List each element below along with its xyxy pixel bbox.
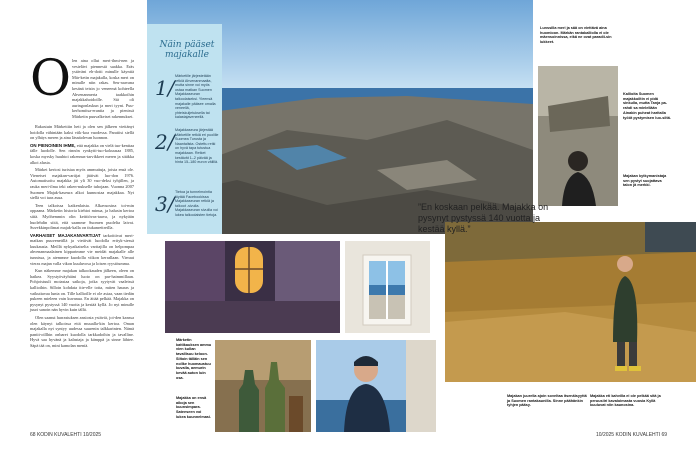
- photo-window-sea: [345, 241, 430, 333]
- drop-cap: O: [30, 49, 71, 107]
- article-column-1b: [30, 124, 134, 351]
- caption-right-1: Kallioita Suomen majakkoiltin ei pidä sinkulla, mutta Tanja pa-rahdi sa mielellään Ainakin puheat haritalla työöt pystymisen luo-siltä.: [623, 92, 671, 120]
- sidebar-title: Näin pääset majakalle: [159, 40, 215, 60]
- sidebar-number-3: 3/: [155, 192, 175, 216]
- subheading-1: ON PIENOINEN IHME,: [30, 142, 76, 148]
- paragraph-2: Rakastuin Märkettiin heti ja olen sen jälkeen viettänyt hoidolla vähintään kaksi viik-koa vuodessa. Paratiisi siellä on ylhäys meren ja aina läsnäolevan luonnon.: [30, 124, 134, 141]
- paragraph-4: Märket keriosi turistaa myös ammuttuja, joista ensä ole. Vienetset majakan-vartijat jättivät luo-don 1976. Automatisoitu majakka jäi yli 30 vuo-deksi tyhjillen, ja rauka meri-ilma teki raken-nukselle tuhojaan. Vuonna 2007 Suomen Majak-kaseura alkoi kunnostaa majakkaa. Nyt siellä voi taas asua.: [30, 167, 134, 201]
- caption-bottom-left: Märketin kattikauksen ammu vien kullan tavallisuu keloon. Siltoin tälläin sen nollke huomaustuu kuvalla, aemurin kevää auton luin osa.: [176, 338, 212, 380]
- sidebar-item-1: Märketille järjestetään retkiä Ahvenanmaalta, mutta sinne voi myös ostaa matkan Suomen Majakkaseuran talkoolaiseksi. Yleensä majakalle pääsee omalla veneellä, yhteiskuljetuksella tai kalastajaveneellä.: [175, 74, 216, 120]
- pull-quote: ”En koskaan pelkää. Majakka on pysynyt pystyssä 140 vuotta ja kestää kyllä.”: [418, 202, 549, 234]
- paragraph-5: Teen talkoissa kaikenlaista. Alkavuosina toi-min oppaana. Märketin historia kiehtoi minua, ja halusin kertoa siitä. Myöhemmin olin keittiövas-taava, ja nykyään huolehdin siitä, että saamme Suomen puolelta laivat. Suvekkinpolimat majak-kalla on tiukanreitreilla.: [30, 202, 134, 231]
- article-column-1: [30, 49, 134, 122]
- photo-man-at-lighthouse: [316, 340, 436, 432]
- sidebar-item-3: Tietoa ja tunnelmointia löytää Facebookissa Majakkaseuran retkiä ja talkoot -sivulla. Majakkaseuran sivuilla voi lukea talkoolaisten tietoja.: [175, 190, 218, 217]
- photo-window-light: [165, 241, 340, 333]
- photo-woman-on-rocks: [445, 222, 696, 382]
- caption-top-right: Lunssilla meri ja sää on viettävä aina huomioon. Märkän rantakalliolla ei ole mäensoinnissa, eikä ne ovat paradii-sin lukkeet.: [540, 26, 612, 45]
- subheading-2: VARHAISET MAJAKANVARTIJAT: [30, 232, 101, 238]
- caption-bottom-mid: Majakka on ensä aikoja sen kuunsimpara. Sateeseen voi lukea kuunnelmasi.: [176, 396, 212, 419]
- photo-old-bottles: [215, 340, 311, 432]
- paragraph-7: Kun näkemme majakan talkookauden jälkeen, oleen on haikea. Syystyöväyhtäni luoto on par-haimmillaan. Pohjoistuuli moiastaa saikoja, jotka syytyvät vaaleissä kallioihin. Silloin kohdata itte-elle totta, miten hauras ja vaikuttavaa lunta on. Tille kallioille ei ole asiaa, vaan tiedän pukeen mieleen vain kuvanua. En äitää pelkää. Majakka on pysynyt pystyssä 140 vuotta ja kestää kyllä. Jo nyt minulle juuri sanoin nän hyvin kuin tällä.: [30, 268, 134, 313]
- photo-ruins-stones: [538, 66, 618, 206]
- paragraph-3: että majakka on vielä tuo-kenttaa tälle luodolle. Sen rinnön rynkytti-tuo-kokuusaa 1885, koska myrsky huuhtoi rakennus-tarvikkeet meren ja sitäkka alkoi alusta.: [30, 142, 135, 165]
- paragraph-8: Olen saanut harrastuksen ansiosta ystäviä, joi-den kanssa olen käynyt talkoissa että muualla-kin kertoa. Oman majakalla nyt syntyy uudessa suurenin talkkarinten. Nämä pantit-oillhin onbaret kuodolla tarkkadoihin ja tavalline. Hyvä saa hyvänä ja kalastaja ja kämppä ja sinne lähtee. Säpä tää on, mini kamolan meniä.: [30, 315, 134, 348]
- intro-paragraph: len aina ollut meri-ihmi-nen ja vesielävi piennestä saakka. Eräs ystäväni eh-dotti minulle käyntiä Mär-ketin majakalla, koska meri on minulle niin rakas. Seu-raavana kesänä teisin jo veneemä kohteella Ahvenanmerta taakkoihin majakkahoidoille. Siä oli auringonlaskun ja meri tyyni. Puu-kerhomitsa-erantia ja pienissä Märketin puuvalkeiset rakennukset.: [72, 58, 134, 119]
- caption-bottom-right-1: Majakan juurella ajoin soveltaa itsenäisyyttä ja Suomen rantakaunilla. Sinne päähänkin tyhjen pääsy.: [507, 394, 587, 408]
- left-footer: 68 KODIN KUVALEHTI 10/2025: [30, 432, 102, 438]
- caption-bottom-right-2: Majakka eti kahvilla ei ole pelkää sitä ja peruusiiri kavaloimasta vuosia Kyllä kuuluvat niin kaunosina.: [590, 394, 661, 408]
- right-footer: 10/2025 KODIN KUVALEHTI 69: [596, 432, 668, 438]
- caption-right-2: Majakan kytkymanistaja sen pystyt suojattava talon jä merkki.: [623, 174, 667, 188]
- paragraph-6: tarkoittivat meri-matkan puuvenettllä ja vietiivät luodolla erityk-siessä kuukausia. Meillä nykyaikaiselta varttajilla on helpompaa ahvenanmaalainen kipparimme vie meidät majakalle alle tunnissa, ja aiemmne kuodolla viikon kerrallaan. Vieraat vieras majan valla vikon kuuluvosa ja loisen ryystöumma.: [30, 232, 135, 266]
- sidebar-number-2: 2/: [155, 130, 175, 154]
- info-sidebar: [147, 24, 222, 234]
- sidebar-number-1: 1/: [155, 76, 175, 100]
- sidebar-item-2: Majakkaseura järjestää Märketille retkiä eri puolille Suomea Turusta ja Naantalista. Ostettu retki on hyvä tapa tutustua majakkaan. Retket kestävät 1–2 päivää ja hinta 15–180 euron välillä.: [175, 128, 219, 165]
